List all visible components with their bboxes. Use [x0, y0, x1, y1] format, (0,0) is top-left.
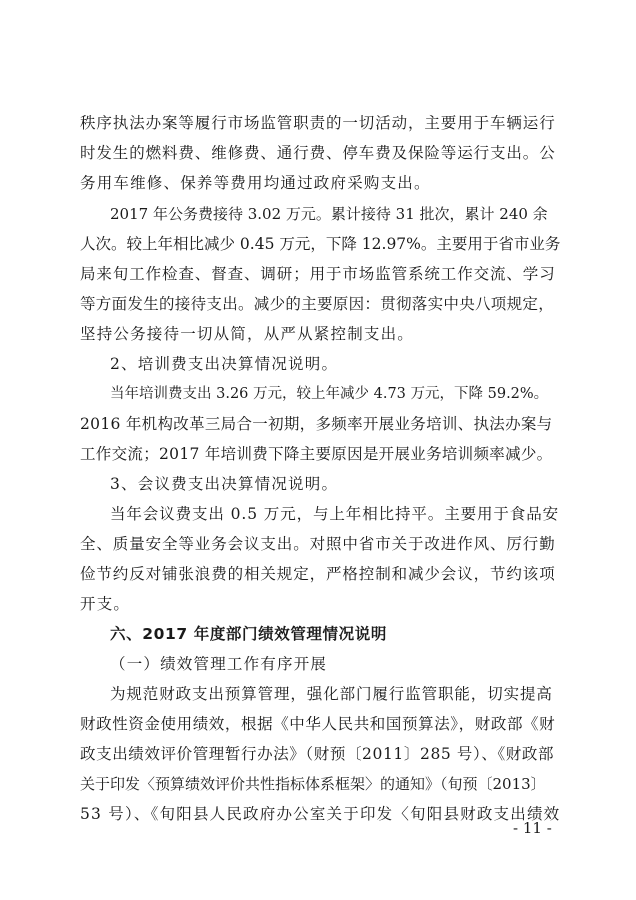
body-text-line: 人次。较上年相比减少 0.45 万元，下降 12.97%。主要用于省市业务: [80, 235, 561, 253]
body-text-line: 为规范财政支出预算管理，强化部门履行监管职能，切实提高: [110, 685, 553, 703]
body-text-line: 当年培训费支出 3.26 万元，较上年减少 4.73 万元，下降 59.2%。: [110, 386, 549, 402]
body-text-line: 工作交流；2017 年培训费下降主要原因是开展业务培训频率减少。: [80, 445, 553, 463]
section-heading: 六、2017 年度部门绩效管理情况说明: [110, 625, 387, 643]
body-text-line: 等方面发生的接待支出。减少的主要原因：贯彻落实中央八项规定，: [80, 295, 555, 313]
body-text-line: 政支出绩效评价管理暂行办法》（财预〔2011〕285 号）、《财政部: [80, 745, 555, 763]
body-text-line: 2017 年公务费接待 3.02 万元。累计接待 31 批次，累计 240 余: [110, 205, 548, 223]
section-subtitle: 3、会议费支出决算情况说明。: [110, 475, 339, 493]
body-text-line: 财政性资金使用绩效，根据《中华人民共和国预算法》，财政部《财: [80, 715, 556, 733]
body-text-line: 关于印发〈预算绩效评价共性指标体系框架〉的通知》（旬预〔2013〕: [80, 775, 546, 793]
body-text-line: 务用车维修、保养等费用均通过政府采购支出。: [80, 174, 431, 192]
body-text-line: 全、质量安全等业务会议支出。对照中省市关于改进作风、厉行勤: [80, 535, 556, 553]
body-text-line: 时发生的燃料费、维修费、通行费、停车费及保险等运行支出。公: [80, 144, 556, 162]
body-text-line: 53 号）、《旬阳县人民政府办公室关于印发〈旬阳县财政支出绩效: [80, 805, 561, 823]
section-subtitle: 2、培训费支出决算情况说明。: [110, 355, 339, 373]
body-text-line: 2016 年机构改革三局合一初期，多频率开展业务培训、执法办案与: [80, 415, 553, 433]
body-text-line: 坚持公务接待一切从简，从严从紧控制支出。: [80, 325, 415, 343]
body-text-line: 当年会议费支出 0.5 万元，与上年相比持平。主要用于食品安: [110, 505, 560, 523]
page-number: - 11 -: [513, 819, 552, 837]
body-text-line: 局来旬工作检查、督查、调研；用于市场监管系统工作交流、学习: [80, 265, 556, 283]
body-text-line: 开支。: [80, 595, 131, 613]
body-text-line: 俭节约反对铺张浪费的相关规定，严格控制和减少会议，节约该项: [80, 565, 556, 583]
body-text-line: 秩序执法办案等履行市场监管职责的一切活动，主要用于车辆运行: [80, 114, 556, 132]
subsection-heading: （一）绩效管理工作有序开展: [110, 655, 328, 673]
